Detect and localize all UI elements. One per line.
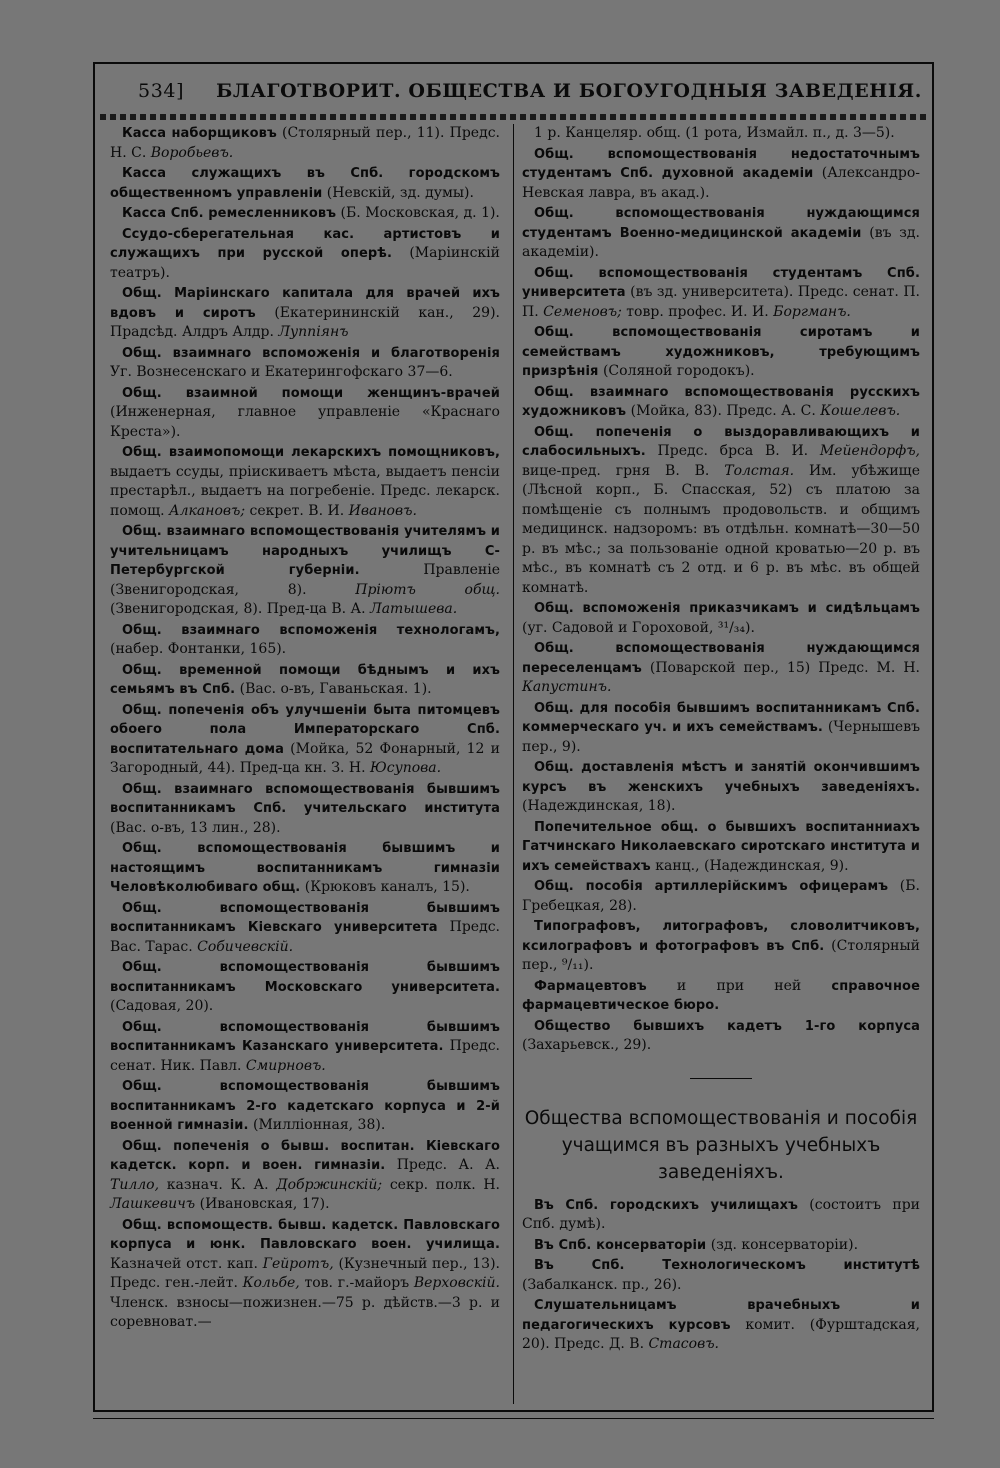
entry-title: Общ. вспомоществованія нуждающимся студентамъ Военно-медицинской академіи <box>522 206 920 241</box>
entry-title: Въ Спб. консерваторіи <box>534 1237 707 1253</box>
directory-entry <box>110 621 500 660</box>
entry-text: (Поварской пер., 15) Предс. М. Н. <box>641 659 920 676</box>
directory-entry <box>522 204 920 263</box>
entry-name-italic: Стасовъ. <box>648 1336 720 1352</box>
entry-name-italic: Боргманъ. <box>773 303 851 320</box>
entry-text: товр. профес. И. И. <box>621 303 774 320</box>
entry-title: Общ. взаимнаго вспомоществованія учителямъ и учительницамъ народныхъ училищъ С-Петербургской губерніи. <box>110 524 500 578</box>
entry-text: Казначей отст. кап. <box>110 1255 263 1272</box>
entry-title: Въ Спб. Технологическомъ институтѣ <box>534 1258 920 1273</box>
directory-entry <box>110 522 500 620</box>
entry-title: Общ. взаимной помощи женщинъ-врачей <box>122 385 500 401</box>
directory-entry <box>110 384 500 443</box>
directory-entry <box>522 599 920 638</box>
entry-name-italic: Мейендорфъ, <box>819 443 920 459</box>
entry-title: Фармацевтовъ <box>534 978 647 994</box>
entry-name-italic: Верховскій. <box>413 1275 500 1291</box>
entry-text: (Крюковъ каналъ, 15). <box>300 879 470 895</box>
entry-name-italic: Кошелевъ. <box>820 403 901 419</box>
entry-text: Уг. Вознесенскаго и Екатерингофскаго 37—6. <box>110 364 453 380</box>
entry-title: Касса Спб. ремесленниковъ <box>122 206 337 221</box>
entry-name-italic: Алкановъ; <box>169 502 246 519</box>
entry-text: (Милліонная, 38). <box>248 1117 386 1133</box>
page-header <box>138 80 922 112</box>
left-column <box>110 124 500 1333</box>
directory-entry <box>110 344 500 383</box>
entry-text: (Забалканск. пр., 26). <box>522 1276 682 1293</box>
header-wavy-rule <box>100 114 926 120</box>
entry-text: (Вас. о-въ, 13 лин., 28). <box>110 819 281 836</box>
entry-text: вице-пред. грня В. В. <box>522 462 725 479</box>
entry-title: Общ. вспомоществованія недостаточнымъ студентамъ Спб. духовной академіи <box>522 146 920 181</box>
entry-text: Предс. брса В. И. <box>645 443 820 459</box>
entry-name-italic: Капустинъ. <box>522 679 612 695</box>
entry-text: казнач. К. А. <box>159 1176 277 1193</box>
entry-text: и при ней <box>646 977 832 994</box>
entry-title: Общ. временной помощи бѣднымъ и ихъ семьямъ въ Спб. <box>110 662 500 697</box>
entry-title: Слушательницамъ врачебныхъ и педагогическихъ курсовъ <box>522 1298 920 1333</box>
entry-name-italic: Гейротъ, <box>262 1255 334 1272</box>
entry-title: Общ. вспоможенія приказчикамъ и сидѣльцамъ <box>534 601 920 616</box>
entry-title: Касса наборщиковъ <box>122 126 277 141</box>
entry-text: (Вас. о-въ, Гаваньская. 1). <box>235 681 432 697</box>
section-entries <box>522 1196 920 1355</box>
entry-text: (Садовая, 20). <box>110 998 214 1014</box>
entry-text: справочное фармацевтическое бюро. <box>522 978 920 1013</box>
running-title: БЛАГОТВОРИТ. ОБЩЕСТВА И БОГОУГОДНЫЯ ЗАВЕДЕНІЯ. <box>216 80 922 102</box>
entry-text: Правленіе (Звенигородская, 8). <box>110 562 500 598</box>
entry-title: Общ. вспомоществованія бывшимъ воспитанникамъ Московскаго университета. <box>110 960 500 995</box>
directory-entry <box>110 225 500 284</box>
entry-title: Общ. взаимопомощи лекарскихъ помощниковъ, <box>122 445 500 460</box>
entry-text: (Александро-Невская лавра, въ акад.). <box>522 165 920 201</box>
entry-title: Общ. взаимнаго вспоможенія технологамъ, <box>122 622 500 638</box>
directory-entry <box>110 839 500 898</box>
directory-entry <box>110 780 500 839</box>
entry-text: (Мойка, 52 Фонарный, 12 и Загородный, 44). Пред-ца кн. З. Н. <box>110 740 501 776</box>
entry-name-italic: Смирновъ. <box>245 1057 326 1074</box>
entry-title: Общ. попеченія объ улучшеніи быта питомцевъ обоего пола Императорскаго Спб. воспитательнаго дома <box>110 702 500 757</box>
directory-entry <box>522 758 920 817</box>
entry-title: Въ Спб. городскихъ училищахъ <box>534 1197 798 1213</box>
entry-title: Общ. попеченія о бывш. воспитан. Кіевскаго кадетск. корп. и воен. гимназіи. <box>110 1138 500 1173</box>
entry-text: Членск. взносы—пожизнен.—75 р. дѣйств.—3 р. и соревноват.— <box>110 1294 500 1330</box>
directory-entry <box>110 124 500 163</box>
entry-text: канц., (Надеждинская, 9). <box>650 857 849 874</box>
directory-entry <box>522 145 920 204</box>
entry-text: (уг. Садовой и Гороховой, ³¹/₃₄). <box>522 619 755 636</box>
page-frame-bottom-rule <box>93 1418 934 1419</box>
directory-entry <box>522 639 920 698</box>
entry-title: Общ. для пособія бывшимъ воспитанникамъ Спб. коммерческаго уч. и ихъ семействамъ. <box>522 700 920 735</box>
directory-entry <box>110 1216 500 1333</box>
entry-text: секр. полк. Н. <box>382 1176 500 1193</box>
entry-title: Общ. взаимнаго вспомоществованія русскихъ художниковъ <box>522 384 920 419</box>
entry-text: (Екатерининскій кан., 29). Прадсѣд. Алдръ Алдр. <box>110 304 500 340</box>
entry-title: Общ. вспомоществованія бывшимъ и настоящимъ воспитанникамъ гимназіи Человѣколюбиваго общ. <box>110 841 500 895</box>
entry-title: Общ. вспомоществованія нуждающимся переселенцамъ <box>522 641 920 676</box>
entry-text: (Звенигородская, 8). Пред-ца В. А. <box>110 601 371 617</box>
directory-entry <box>522 699 920 758</box>
entry-text: (Невскій, зд. думы). <box>322 184 474 201</box>
entry-text: (состоитъ при Спб. думѣ). <box>522 1196 920 1232</box>
entry-title: Общ. вспомоществованія бывшимъ воспитанникамъ 2-го кадетскаго корпуса и 2-й военной гимназіи. <box>110 1079 500 1133</box>
entry-title: Общ. доставленія мѣстъ и занятій окончившимъ курсъ въ женскихъ учебныхъ заведеніяхъ. <box>522 760 920 795</box>
entry-name-italic: Кольбе, <box>242 1275 300 1291</box>
directory-entry <box>522 124 920 144</box>
entry-text: (набер. Фонтанки, 165). <box>110 641 287 657</box>
entry-title: Общ. вспомоществованія сиротамъ и семействамъ художниковъ, требующимъ призрѣнія <box>522 325 920 379</box>
directory-entry <box>522 1236 920 1256</box>
right-column-entries <box>522 124 920 1056</box>
directory-entry <box>110 1077 500 1136</box>
directory-entry <box>110 1018 500 1077</box>
directory-entry <box>522 264 920 323</box>
entry-name-italic: Лашкевичъ <box>110 1196 196 1212</box>
entry-name-italic: Семеновъ; <box>543 303 622 320</box>
entry-name-italic: Собичевскій. <box>197 938 294 955</box>
entry-title: Общ. вспомоществованія бывшимъ воспитанникамъ Казанскаго университета. <box>110 1019 500 1054</box>
directory-entry <box>110 204 500 224</box>
entry-text: (Мойка, 83). Предс. А. С. <box>626 403 821 419</box>
entry-text: Предс. А. А. <box>385 1157 500 1173</box>
entry-name-italic: Ивановъ. <box>348 502 417 519</box>
entry-title: Общ. взаимнаго вспомоществованія бывшимъ воспитанникамъ Спб. учительскаго института <box>110 781 500 816</box>
entry-text: тов. г.-майоръ <box>299 1275 414 1291</box>
directory-entry <box>522 1017 920 1056</box>
entry-title: Касса служащихъ въ Спб. городскомъ общественномъ управленіи <box>110 166 500 201</box>
entry-title: Ссудо-сберегательная кас. артистовъ и служащихъ при русской оперѣ. <box>110 226 500 261</box>
entry-title: Попечительное общ. о бывшихъ воспитанниахъ Гатчинскаго Николаевскаго сиротскаго института и ихъ семействахъ <box>522 819 920 874</box>
right-column <box>522 124 920 1355</box>
directory-entry <box>110 1137 500 1215</box>
entry-title: Общ. взаимнаго вспоможенія и благотворенія <box>122 345 500 361</box>
directory-entry <box>522 1256 920 1295</box>
entry-text: (въ зд. академіи). <box>522 224 920 260</box>
section-heading: Общества вспомоществованія и пособія учащимся въ разныхъ учебныхъ заведеніяхъ. <box>524 1107 918 1183</box>
entry-name-italic: Тилло, <box>110 1176 160 1193</box>
entry-text: Им. убѣжище (Лѣсной корп., Б. Спасская, 52) съ платою за помѣщеніе съ полнымъ продовольств. и общимъ медицинск. надзоромъ: въ отдѣльн. комнатѣ—30—50 р. въ мѣс.; за пользованіе одной кроватью—20 р. въ мѣс., въ комнатѣ съ 2 отд. и 6 р. въ мѣс. въ общей комнатѣ. <box>522 462 920 596</box>
entry-text: (Кузнечный пер., 13). Предс. ген.-лейт. <box>110 1255 500 1291</box>
entry-name-italic: Толстая. <box>724 462 795 479</box>
page-number: 534] <box>138 80 185 102</box>
entry-text: выдаетъ ссуды, пріискиваетъ мѣста, выдаетъ пенсіи престарѣл., выдаетъ на погребеніе. Предс. лекарск. помощ. <box>110 463 500 519</box>
entry-name-italic: Юсупова. <box>370 760 442 776</box>
entry-text: (Чернышевъ пер., 9). <box>522 719 920 755</box>
entry-text: (Соляной городокъ). <box>598 363 755 379</box>
entry-text: секрет. В. И. <box>245 502 349 519</box>
column-divider <box>513 124 514 1404</box>
directory-entry <box>522 423 920 599</box>
directory-entry <box>522 1196 920 1235</box>
directory-entry <box>522 323 920 382</box>
entry-title: Общ. вспомоществованія бывшимъ воспитанникамъ Кіевскаго университета <box>110 900 500 935</box>
entry-text: Предс. сенат. Ник. Павл. <box>110 1038 500 1074</box>
directory-entry <box>110 958 500 1017</box>
directory-entry <box>110 164 500 203</box>
entry-title: Общ. вспомоществованія студентамъ Спб. университета <box>522 265 920 300</box>
entry-text: (зд. консерваторіи). <box>706 1236 859 1253</box>
directory-entry <box>110 701 500 779</box>
entry-name-italic: Пріютъ общ. <box>355 581 500 598</box>
directory-entry <box>522 818 920 877</box>
entry-title: Общ. Маріинскаго капитала для врачей ихъ вдовъ и сиротъ <box>110 286 500 321</box>
entry-text: (въ зд. университета). Предс. сенат. П. П. <box>522 284 920 320</box>
section-divider-rule <box>690 1078 752 1079</box>
entry-text: (Ивановская, 17). <box>195 1196 330 1212</box>
entry-text: (Столярный пер., 11). Предс. Н. С. <box>110 125 500 161</box>
entry-name-italic: Луппіянъ <box>278 324 349 340</box>
entry-title: Общ. пособія артиллерійскимъ офицерамъ <box>534 879 889 894</box>
entry-text: (Б. Гребецкая, 28). <box>522 878 920 914</box>
entry-name-italic: Латышева. <box>370 601 458 617</box>
entry-text: (Захарьевск., 29). <box>522 1037 652 1053</box>
directory-entry <box>110 443 500 521</box>
entry-title: Типографовъ, литографовъ, словолитчиковъ, ксилографовъ и фотографовъ въ Спб. <box>522 919 920 954</box>
entry-text: 1 р. Канцеляр. общ. (1 рота, Измайл. п., д. 3—5). <box>534 125 895 141</box>
entry-name-italic: Добржинскій; <box>276 1176 383 1193</box>
entry-text: Предс. Вас. Тарас. <box>110 919 500 955</box>
entry-text: (Надеждинская, 18). <box>522 798 676 814</box>
directory-entry <box>522 917 920 976</box>
directory-entry <box>110 899 500 958</box>
entry-text: (Инженерная, главное управленіе «Краснаго Креста»). <box>110 404 500 440</box>
directory-entry <box>522 977 920 1016</box>
entry-text: комит. (Фурштадская, 20). Предс. Д. В. <box>522 1316 920 1352</box>
entry-text: (Б. Московская, д. 1). <box>336 205 500 221</box>
directory-entry <box>110 284 500 343</box>
directory-entry <box>522 877 920 916</box>
directory-entry <box>110 661 500 700</box>
entry-text: (Маріинскій театръ). <box>110 245 500 281</box>
directory-entry <box>522 383 920 422</box>
entry-title: Общ. вспомоществ. бывш. кадетск. Павловскаго корпуса и юнк. Павловскаго воен. училища. <box>110 1217 500 1252</box>
directory-entry <box>522 1296 920 1355</box>
entry-title: Общ. попеченія о выздоравливающихъ и слабосильныхъ. <box>522 424 920 459</box>
entry-title: Общество бывшихъ кадетъ 1-го корпуса <box>534 1018 920 1034</box>
entry-text: (Столярный пер., ⁹/₁₁). <box>522 937 920 973</box>
entry-name-italic: Воробьевъ. <box>150 144 234 161</box>
